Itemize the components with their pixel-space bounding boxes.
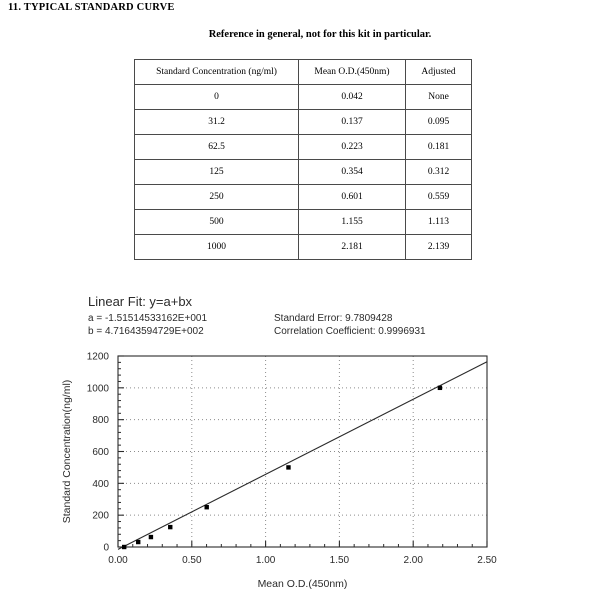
- x-axis-tick-label: 0.00: [108, 555, 128, 566]
- table-row: [135, 235, 472, 260]
- table-row: [135, 210, 472, 235]
- chart-fit-line: [118, 362, 487, 550]
- y-axis-tick-label: 0: [103, 542, 109, 554]
- cell-mean-od: 0.354: [299, 160, 406, 185]
- table-header-row: [135, 60, 472, 85]
- cell-mean-od: 0.223: [299, 135, 406, 160]
- y-axis-tick-label: 1000: [86, 383, 109, 395]
- fit-statistics: [274, 312, 426, 338]
- standard-curve-chart: [0, 340, 600, 595]
- cell-standard-concentration: 62.5: [135, 135, 299, 160]
- column-header-adjusted: Adjusted: [406, 60, 472, 85]
- standard-curve-table-container: [134, 59, 472, 260]
- chart-svg: [0, 340, 600, 595]
- linear-fit-title: Linear Fit: y=a+bx: [88, 294, 193, 309]
- cell-standard-concentration: 250: [135, 185, 299, 210]
- table-row: [135, 110, 472, 135]
- fit-coefficients: [88, 312, 207, 338]
- column-header-standard-concentration: Standard Concentration (ng/ml): [135, 60, 299, 85]
- cell-mean-od: 0.601: [299, 185, 406, 210]
- cell-adjusted: 0.181: [406, 135, 472, 160]
- y-axis-tick-label: 200: [92, 510, 109, 522]
- cell-mean-od: 2.181: [299, 235, 406, 260]
- page-title: 11. TYPICAL STANDARD CURVE: [8, 2, 175, 13]
- chart-data-points: [122, 386, 442, 550]
- cell-adjusted: None: [406, 85, 472, 110]
- fit-coefficient-a: a = -1.51514533162E+001: [88, 313, 207, 324]
- table-body: [135, 85, 472, 260]
- x-axis-tick-label: 2.50: [477, 555, 497, 566]
- table-row: [135, 85, 472, 110]
- y-axis-tick-label: 1200: [86, 351, 109, 363]
- cell-adjusted: 1.113: [406, 210, 472, 235]
- fit-coefficient-b: b = 4.71643594729E+002: [88, 326, 204, 337]
- table-row: [135, 135, 472, 160]
- y-axis-tick-label: 600: [92, 447, 109, 458]
- cell-standard-concentration: 1000: [135, 235, 299, 260]
- x-axis-tick-label: 1.50: [329, 555, 350, 566]
- table-header: [135, 60, 472, 85]
- column-header-mean-od: Mean O.D.(450nm): [299, 60, 406, 85]
- table-row: [135, 160, 472, 185]
- chart-gridlines: [118, 356, 487, 547]
- cell-standard-concentration: 125: [135, 160, 299, 185]
- y-axis-tick-label: 800: [92, 415, 109, 427]
- table-row: [135, 185, 472, 210]
- y-axis-tick-label: 400: [92, 478, 109, 490]
- x-axis-tick-label: 1.00: [255, 555, 276, 566]
- x-axis-tick-label: 2.00: [403, 555, 423, 566]
- cell-standard-concentration: 0: [135, 85, 299, 110]
- cell-standard-concentration: 500: [135, 210, 299, 235]
- cell-mean-od: 0.137: [299, 110, 406, 135]
- cell-mean-od: 0.042: [299, 85, 406, 110]
- cell-standard-concentration: 31.2: [135, 110, 299, 135]
- cell-adjusted: 0.312: [406, 160, 472, 185]
- cell-adjusted: 2.139: [406, 235, 472, 260]
- x-axis-title: Mean O.D.(450nm): [257, 578, 348, 590]
- y-axis-title: Standard Concentration(ng/ml): [61, 379, 73, 524]
- cell-mean-od: 1.155: [299, 210, 406, 235]
- correlation-coefficient: Correlation Coefficient: 0.9996931: [274, 326, 426, 337]
- cell-adjusted: 0.095: [406, 110, 472, 135]
- standard-error: Standard Error: 9.7809428: [274, 313, 393, 324]
- standard-curve-table: [134, 59, 472, 260]
- x-axis-tick-label: 0.50: [182, 555, 202, 566]
- cell-adjusted: 0.559: [406, 185, 472, 210]
- reference-subtitle: Reference in general, not for this kit in particular.: [208, 29, 432, 40]
